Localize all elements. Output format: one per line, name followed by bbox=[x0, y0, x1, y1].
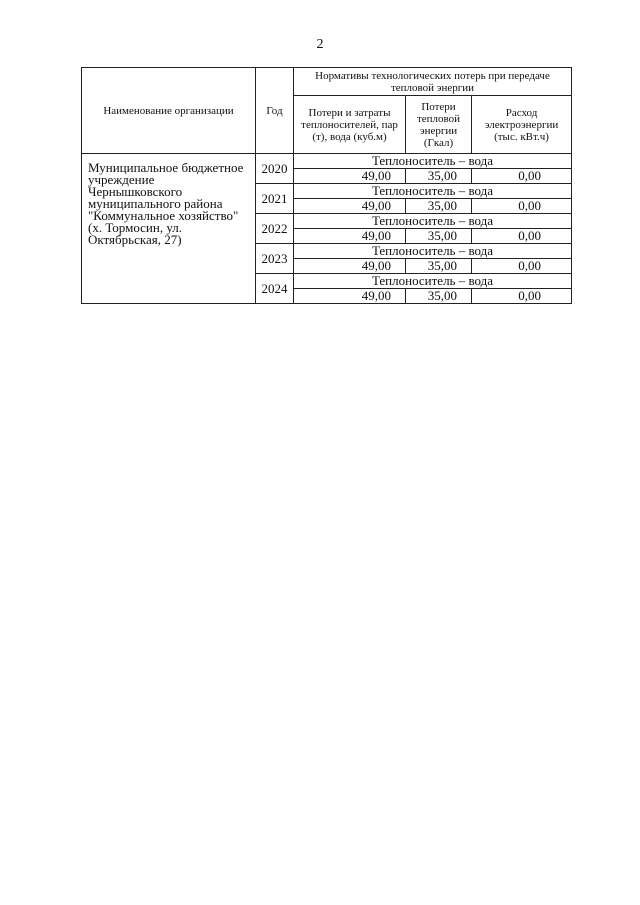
header-losses: Потери и затраты теплоносителей, пар (т), вода (куб.м) bbox=[294, 96, 406, 154]
table-body bbox=[82, 154, 572, 304]
losses-value: 49,00 bbox=[294, 289, 406, 304]
heat-carrier-cell: Теплоноситель – вода bbox=[294, 214, 572, 229]
year-cell: 2023 bbox=[256, 244, 294, 274]
year-cell: 2022 bbox=[256, 214, 294, 244]
heat-losses-value: 35,00 bbox=[406, 259, 472, 274]
year-cell: 2024 bbox=[256, 274, 294, 304]
page-number: 2 bbox=[316, 37, 324, 52]
power-consumption-value: 0,00 bbox=[472, 259, 572, 274]
year-cell: 2021 bbox=[256, 184, 294, 214]
year-cell: 2020 bbox=[256, 154, 294, 184]
losses-value: 49,00 bbox=[294, 199, 406, 214]
heat-losses-value: 35,00 bbox=[406, 229, 472, 244]
table-row bbox=[82, 154, 572, 169]
heat-carrier-cell: Теплоноситель – вода bbox=[294, 244, 572, 259]
losses-value: 49,00 bbox=[294, 259, 406, 274]
organization-name: Муниципальное бюджетное учреждение Чернышковского муниципального района "Коммунальное хозяйство" (х. Тормосин, ул. Октябрьская, 27) bbox=[82, 154, 256, 304]
heat-losses-value: 35,00 bbox=[406, 199, 472, 214]
norms-table bbox=[81, 67, 572, 304]
power-consumption-value: 0,00 bbox=[472, 169, 572, 184]
header-power-consumption: Расход электроэнергии (тыс. кВт.ч) bbox=[472, 96, 572, 154]
heat-carrier-cell: Теплоноситель – вода bbox=[294, 154, 572, 169]
heat-carrier-cell: Теплоноситель – вода bbox=[294, 184, 572, 199]
power-consumption-value: 0,00 bbox=[472, 289, 572, 304]
heat-losses-value: 35,00 bbox=[406, 289, 472, 304]
heat-losses-value: 35,00 bbox=[406, 169, 472, 184]
power-consumption-value: 0,00 bbox=[472, 229, 572, 244]
heat-carrier-cell: Теплоноситель – вода bbox=[294, 274, 572, 289]
losses-value: 49,00 bbox=[294, 229, 406, 244]
header-norms-group: Нормативы технологических потерь при передаче тепловой энергии bbox=[294, 68, 572, 96]
header-heat-losses: Потери тепловой энергии (Гкал) bbox=[406, 96, 472, 154]
power-consumption-value: 0,00 bbox=[472, 199, 572, 214]
header-year: Год bbox=[256, 68, 294, 154]
losses-value: 49,00 bbox=[294, 169, 406, 184]
header-organization: Наименование организации bbox=[82, 68, 256, 154]
